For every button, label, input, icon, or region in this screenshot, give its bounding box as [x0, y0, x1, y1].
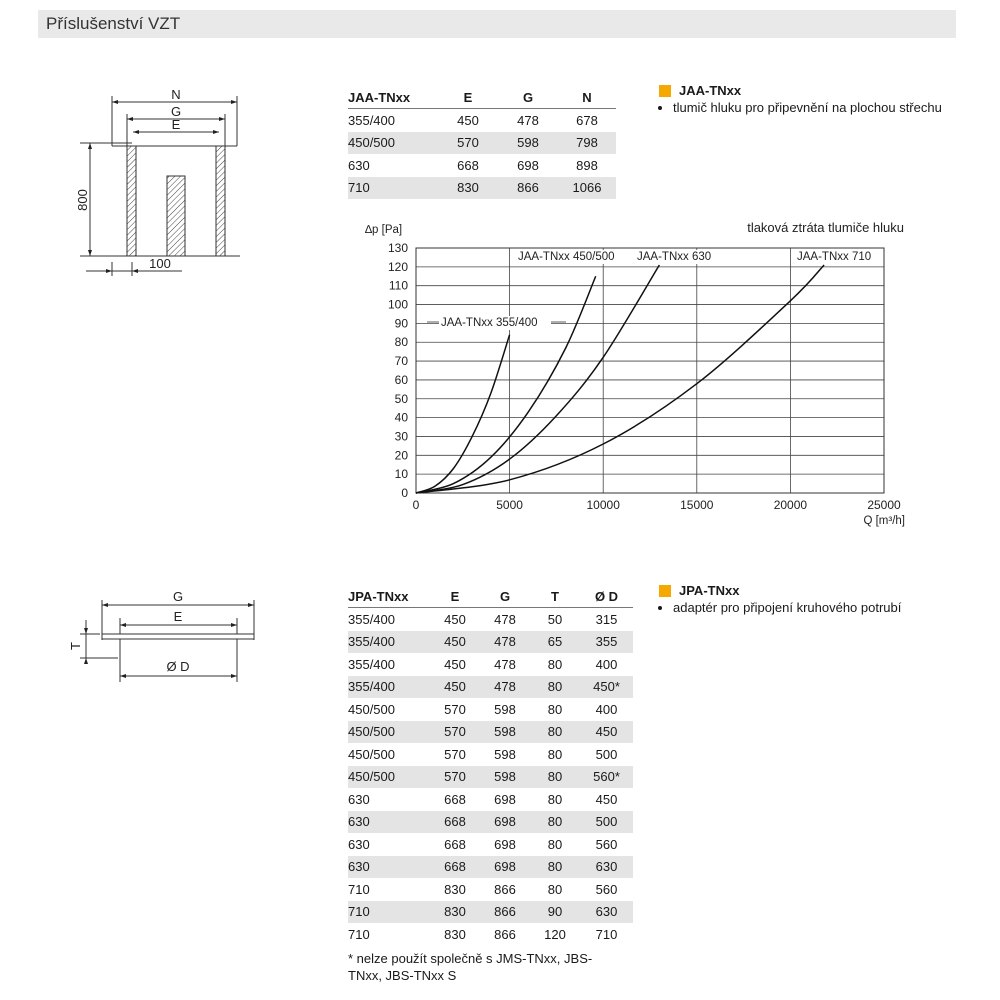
table-row	[348, 653, 633, 676]
table-row	[348, 788, 633, 811]
table-cell: 355/400	[348, 112, 395, 128]
table-cell: 630	[348, 791, 370, 807]
table-cell: 355/400	[348, 631, 430, 654]
jpa-table	[348, 585, 633, 946]
x-tick-label: 25000	[867, 498, 901, 512]
table-cell: 450	[457, 112, 479, 128]
table-cell: 400	[595, 656, 618, 672]
table-cell: 698	[480, 811, 530, 834]
y-tick-label: 20	[394, 448, 408, 463]
table-cell: 450*	[580, 676, 633, 699]
x-tick-label: 0	[412, 498, 420, 512]
table-cell: 830	[444, 926, 466, 942]
table-cell: 500	[580, 811, 633, 834]
series-line	[416, 265, 824, 493]
table-cell: 478	[480, 676, 530, 699]
table-cell: 80	[547, 656, 563, 672]
table-cell: 80	[547, 881, 563, 897]
section-header	[38, 10, 956, 38]
y-tick-label: 30	[394, 429, 408, 444]
y-tick-label: 40	[394, 410, 408, 425]
adapter-drawing	[60, 585, 270, 685]
dim-label-t: T	[68, 642, 83, 650]
table-cell: 866	[480, 901, 530, 924]
table-row	[348, 721, 633, 744]
x-tick-label: 20000	[773, 498, 808, 512]
section-title: Příslušenství VZT	[46, 14, 181, 33]
table-cell: 450/500	[348, 746, 395, 762]
column-header: Ø D	[580, 585, 633, 608]
table-cell: 315	[595, 611, 618, 627]
table-cell: 80	[547, 701, 563, 717]
table-row	[348, 109, 616, 132]
table-cell: 598	[480, 721, 530, 744]
info-bullet: • adaptér pro připojení kruhového potrubí	[673, 600, 959, 616]
table-cell: 80	[547, 746, 563, 762]
table-cell: 570	[430, 721, 480, 744]
x-tick-label: 10000	[586, 498, 620, 512]
info-title: JAA-TNxx	[679, 83, 742, 98]
column-header: JPA-TNxx	[348, 585, 430, 608]
silencer-drawing	[70, 85, 250, 280]
pressure-loss-chart	[355, 215, 915, 535]
y-tick-label: 110	[388, 278, 408, 293]
table-cell: 598	[480, 766, 530, 789]
table-row	[348, 132, 616, 155]
x-axis-label: Q [m³/h]	[863, 515, 905, 527]
chart-title: tlaková ztráta tlumiče hluku	[747, 220, 904, 235]
table-cell: 570	[444, 746, 466, 762]
table-row	[348, 743, 633, 766]
table-cell: 450	[444, 611, 466, 627]
table-cell: 478	[480, 631, 530, 654]
table-cell: 898	[576, 157, 598, 173]
series-label: JAA-TNxx 710	[797, 251, 872, 263]
y-tick-label: 70	[394, 354, 408, 369]
table-row	[348, 811, 633, 834]
dim-label-g: G	[170, 104, 182, 119]
table-cell: 120	[544, 926, 566, 942]
table-cell: 710	[348, 881, 370, 897]
column-header: E	[438, 86, 498, 109]
table-cell: 668	[430, 856, 480, 879]
table-cell: 598	[494, 746, 516, 762]
jpa-info	[659, 583, 959, 616]
table-cell: 710	[348, 177, 438, 200]
table-cell: 450/500	[348, 701, 395, 717]
table-cell: 355/400	[348, 611, 395, 627]
table-cell: 450	[430, 676, 480, 699]
table-cell: 355/400	[348, 656, 395, 672]
dim-label-base: 100	[149, 256, 171, 271]
table-cell: 668	[444, 836, 466, 852]
table-cell: 866	[498, 177, 558, 200]
table-cell: 678	[576, 112, 598, 128]
table-cell: 450	[595, 791, 618, 807]
y-tick-label: 10	[394, 467, 408, 482]
table-cell: 570	[444, 701, 466, 717]
dim-label-n: N	[171, 87, 181, 102]
table-cell: 450/500	[348, 132, 438, 155]
table-cell: 630	[580, 856, 633, 879]
table-row	[348, 608, 633, 631]
table-cell: 560	[595, 836, 618, 852]
column-header: G	[480, 585, 530, 608]
table-cell: 630	[348, 157, 370, 173]
table-cell: 710	[348, 901, 430, 924]
table-cell: 668	[457, 157, 479, 173]
table-cell: 798	[558, 132, 616, 155]
table-cell: 830	[444, 881, 466, 897]
x-tick-label: 5000	[496, 498, 523, 512]
y-tick-label: 80	[394, 335, 408, 350]
table-cell: 80	[530, 676, 580, 699]
dim-label-d: Ø D	[166, 659, 190, 674]
jaa-info	[659, 83, 949, 116]
table-cell: 355/400	[348, 676, 430, 699]
table-cell: 80	[530, 811, 580, 834]
table-cell: 500	[595, 746, 618, 762]
table-cell: 80	[547, 836, 563, 852]
x-tick-label: 15000	[680, 498, 714, 512]
table-cell: 400	[595, 701, 618, 717]
orange-marker-icon	[659, 85, 671, 97]
table-cell: 450	[430, 631, 480, 654]
table-row	[348, 631, 633, 654]
table-row	[348, 676, 633, 699]
table-row	[348, 923, 633, 946]
footnote: * nelze použít společně s JMS-TNxx, JBS-TNxx, JBS-TNxx S	[348, 951, 593, 983]
y-tick-label: 0	[401, 486, 408, 500]
orange-marker-icon	[659, 585, 671, 597]
table-row	[348, 766, 633, 789]
series-label: JAA-TNxx 355/400	[441, 317, 538, 329]
table-cell: 698	[494, 791, 516, 807]
info-title: JPA-TNxx	[679, 583, 740, 598]
table-cell: 80	[530, 856, 580, 879]
y-tick-label: 100	[387, 297, 408, 312]
table-cell: 450	[444, 656, 466, 672]
table-cell: 570	[438, 132, 498, 155]
table-cell: 866	[494, 881, 516, 897]
table-cell: 630	[348, 836, 370, 852]
table-cell: 866	[494, 926, 516, 942]
table-cell: 710	[595, 926, 618, 942]
table-cell: 450/500	[348, 721, 430, 744]
table-cell: 830	[438, 177, 498, 200]
table-cell: 80	[530, 766, 580, 789]
table-cell: 355	[580, 631, 633, 654]
series-line	[416, 265, 659, 493]
table-cell: 80	[547, 791, 563, 807]
table-cell: 698	[517, 157, 539, 173]
y-tick-label: 50	[394, 391, 408, 406]
table-cell: 698	[480, 856, 530, 879]
table-cell: 710	[348, 926, 370, 942]
table-cell: 668	[444, 791, 466, 807]
table-cell: 570	[430, 766, 480, 789]
table-cell: 478	[494, 611, 516, 627]
y-axis-label: ∆p [Pa]	[365, 224, 403, 236]
table-header-row	[348, 86, 616, 109]
table-row	[348, 698, 633, 721]
table-cell: 1066	[558, 177, 616, 200]
table-cell: 560	[595, 881, 618, 897]
table-row	[348, 177, 616, 200]
series-label: JAA-TNxx 630	[637, 251, 712, 263]
table-cell: 598	[498, 132, 558, 155]
y-tick-label: 60	[394, 372, 408, 387]
table-cell: 450/500	[348, 766, 430, 789]
column-header: G	[498, 86, 558, 109]
dim-label-e: E	[173, 609, 183, 624]
column-header: JAA-TNxx	[348, 86, 438, 109]
table-cell: 630	[348, 811, 430, 834]
table-cell: 830	[430, 901, 480, 924]
table-cell: 630	[348, 856, 430, 879]
dim-label-g: G	[172, 589, 184, 604]
table-cell: 50	[547, 611, 563, 627]
table-cell: 65	[530, 631, 580, 654]
table-row	[348, 154, 616, 177]
table-cell: 598	[494, 701, 516, 717]
dim-label-height: 800	[75, 189, 90, 211]
table-cell: 90	[530, 901, 580, 924]
table-row	[348, 901, 633, 924]
table-header-row	[348, 585, 633, 608]
y-tick-label: 120	[387, 259, 408, 274]
jaa-table	[348, 86, 616, 199]
table-cell: 80	[530, 721, 580, 744]
table-cell: 450	[580, 721, 633, 744]
plot-frame	[416, 248, 884, 493]
table-cell: 630	[580, 901, 633, 924]
column-header: T	[530, 585, 580, 608]
table-row	[348, 833, 633, 856]
y-tick-label: 90	[394, 316, 408, 331]
table-row	[348, 856, 633, 879]
table-cell: 478	[517, 112, 539, 128]
column-header: N	[558, 86, 616, 109]
series-label: JAA-TNxx 450/500	[518, 251, 615, 263]
dim-label-e: E	[171, 117, 181, 132]
table-cell: 698	[494, 836, 516, 852]
table-cell: 478	[494, 656, 516, 672]
info-bullet: • tlumič hluku pro připevnění na plochou střechu	[673, 100, 949, 116]
table-row	[348, 878, 633, 901]
column-header: E	[430, 585, 480, 608]
table-cell: 668	[430, 811, 480, 834]
table-cell: 560*	[580, 766, 633, 789]
y-tick-label: 130	[387, 241, 408, 255]
